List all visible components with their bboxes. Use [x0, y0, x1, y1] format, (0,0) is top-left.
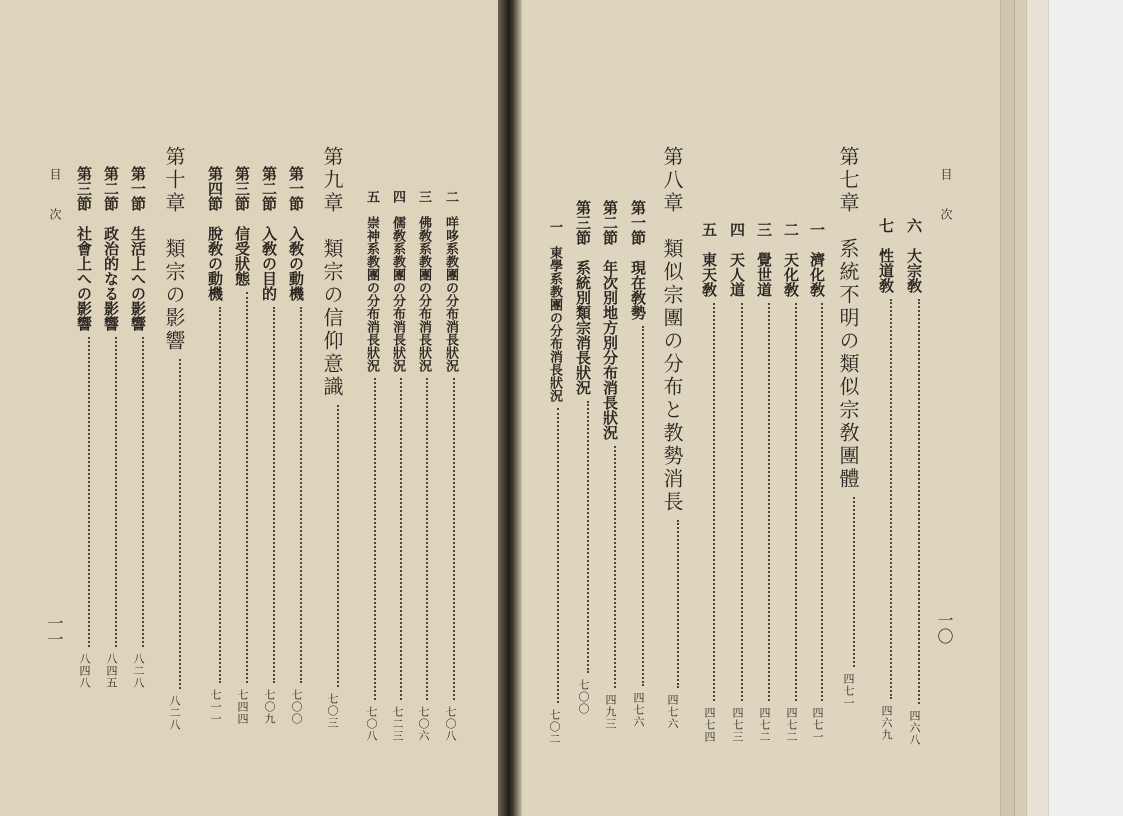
- toc-entry: [130, 166, 145, 689]
- chapter-title: 第七章 系統不明の類似宗敎團體: [836, 146, 860, 491]
- entry-page: 四七三: [731, 707, 744, 743]
- toc-entry: [444, 190, 457, 742]
- chapter-title: 第九章 類宗の信仰意識: [320, 146, 344, 399]
- entry-page: 四七六: [632, 692, 645, 728]
- entry-page: 四七二: [758, 707, 771, 743]
- entry-page: 七〇三: [326, 693, 339, 729]
- entry-page: 七〇八: [444, 706, 457, 742]
- entry-page: 四六八: [908, 710, 921, 746]
- entry-page: 四七四: [703, 707, 716, 743]
- entry-page: 四七六: [666, 694, 679, 730]
- toc-entry: [575, 200, 590, 715]
- entry-page: 八二八: [168, 695, 181, 731]
- folio-left: 一一: [45, 615, 64, 647]
- entry-text: 三 佛敎系教團の分布消長狀況: [416, 190, 431, 372]
- entry-text: 第三節 信受狀態: [233, 166, 251, 286]
- entry-text: 四 天人道: [728, 222, 746, 297]
- entry-page: 七一一: [209, 689, 222, 725]
- toc-chapter: [838, 146, 858, 709]
- toc-entry: [878, 218, 893, 741]
- entry-page: 四九三: [604, 694, 617, 730]
- entry-text: 一 東學系教團の分布消長狀況: [547, 220, 562, 402]
- toc-entry: [548, 220, 561, 745]
- book-gutter: [498, 0, 522, 816]
- entry-page: 七〇二: [548, 709, 561, 745]
- entry-page: 四七一: [811, 707, 824, 743]
- toc-entry: [365, 190, 378, 742]
- running-head-right: 目 次: [939, 168, 953, 228]
- toc-entry: [391, 190, 404, 742]
- toc-entry: [207, 166, 222, 725]
- entry-text: 五 東天敎: [700, 222, 718, 297]
- entry-page: 七二三: [391, 706, 404, 742]
- entry-page: 七〇〇: [577, 679, 590, 715]
- toc-entry: [630, 200, 645, 728]
- toc-entry: [701, 222, 716, 743]
- toc-entry: [756, 222, 771, 743]
- entry-text: 七 性道敎: [877, 218, 895, 293]
- toc-entry: [103, 166, 118, 689]
- toc-entry: [76, 166, 91, 689]
- entry-text: 第三節 社會上への影響: [75, 166, 93, 331]
- entry-text: 六 大宗敎: [905, 218, 923, 293]
- entry-page: 四六九: [880, 705, 893, 741]
- entry-text: 第一節 生活上への影響: [129, 166, 147, 331]
- entry-page: 七四四: [236, 689, 249, 725]
- entry-text: 第四節 脫敎の動機: [206, 166, 224, 301]
- entry-page: 七〇〇: [290, 689, 303, 725]
- entry-text: 五 崇神系教團の分布消長狀況: [364, 190, 379, 372]
- entry-page: 四七二: [785, 707, 798, 743]
- chapter-title: 第十章 類宗の影響: [162, 146, 186, 353]
- toc-entry: [417, 190, 430, 742]
- entry-text: 第二節 年次別地方別分布消長狀況: [601, 200, 619, 440]
- entry-page: 四七一: [842, 673, 855, 709]
- scan-background: [1048, 0, 1123, 816]
- entry-text: 第一節 入敎の動機: [287, 166, 305, 301]
- entry-page: 八二八: [132, 653, 145, 689]
- entry-text: 二 咩哆系教團の分布消長狀況: [443, 190, 458, 372]
- entry-page: 七〇八: [365, 706, 378, 742]
- entry-text: 一 濟化敎: [808, 222, 826, 297]
- entry-page: 七〇九: [263, 689, 276, 725]
- toc-entry: [602, 200, 617, 730]
- entry-page: 八四五: [105, 653, 118, 689]
- toc-entry: [261, 166, 276, 725]
- page-edge: [1000, 0, 1015, 816]
- entry-text: 四 儒敎系教團の分布消長狀況: [390, 190, 405, 372]
- folio-right: 一〇: [935, 612, 954, 644]
- toc-chapter: [662, 146, 682, 730]
- toc-chapter: [164, 146, 184, 731]
- running-head-left: 目 次: [48, 168, 62, 228]
- toc-entry: [288, 166, 303, 725]
- toc-chapter: [322, 146, 342, 729]
- toc-entry: [906, 218, 921, 746]
- toc-entry: [234, 166, 249, 725]
- entry-text: 第二節 入敎の目的: [260, 166, 278, 301]
- entry-text: 第一節 現在敎勢: [629, 200, 647, 320]
- toc-entry: [729, 222, 744, 743]
- entry-text: 二 天化敎: [782, 222, 800, 297]
- entry-page: 七〇六: [417, 706, 430, 742]
- chapter-title: 第八章 類似宗團の分布と教勢消長: [660, 146, 684, 514]
- toc-entry: [783, 222, 798, 743]
- page-edge: [1026, 0, 1049, 816]
- entry-page: 八四八: [78, 653, 91, 689]
- entry-text: 第二節 政治的なる影響: [102, 166, 120, 331]
- entry-text: 第三節 系統別類宗消長狀況: [574, 200, 592, 395]
- toc-entry: [809, 222, 824, 743]
- entry-text: 三 覺世道: [755, 222, 773, 297]
